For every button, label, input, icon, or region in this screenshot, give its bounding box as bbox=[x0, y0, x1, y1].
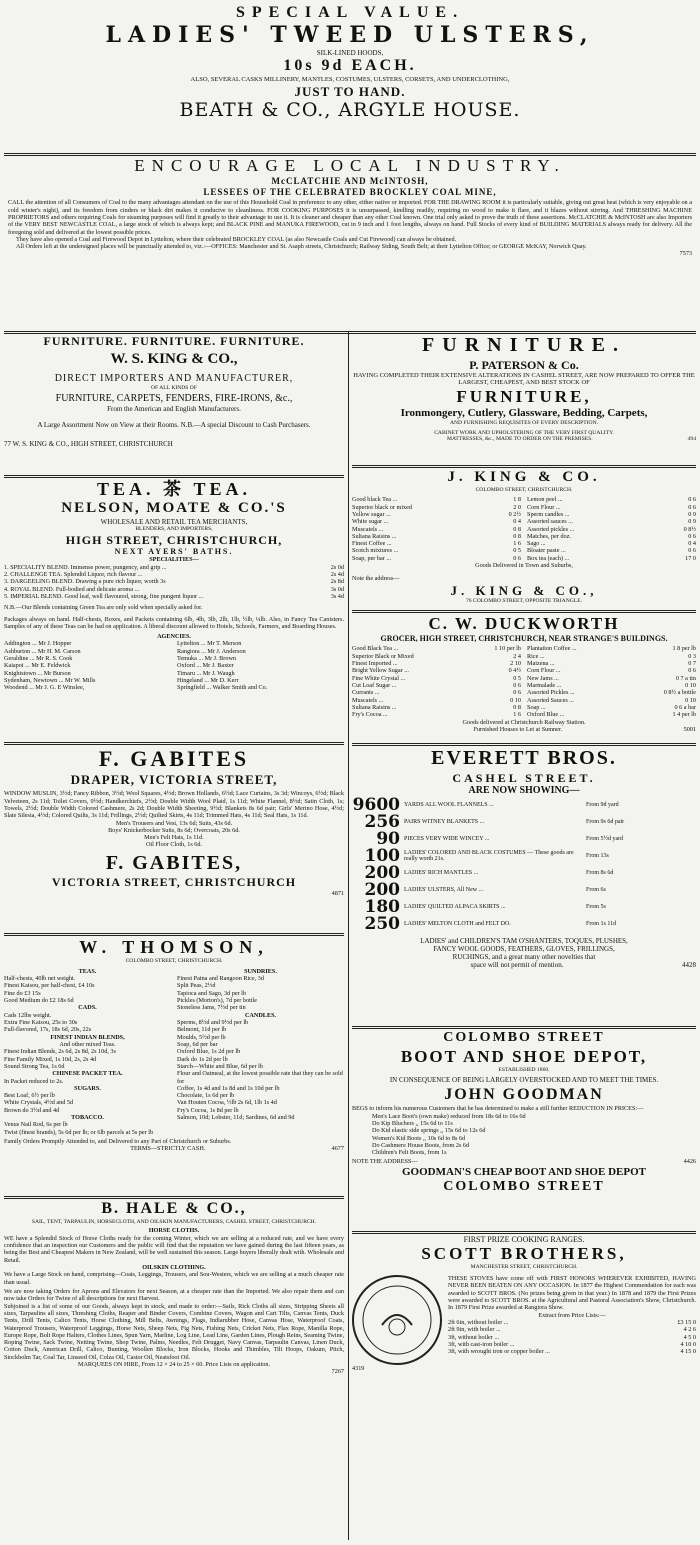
everett-advert bbox=[352, 747, 696, 1025]
list-item: Children's Felt Boots, from 1s bbox=[372, 1149, 447, 1157]
paterson-p1: HAVING COMPLETED THEIR EXTENSIVE ALTERATIONS IN CASHEL STREET, ARE NOW PREPARED TO OFFER THE LARGEST, CHEAPEST, AND BEST STOCK OF bbox=[353, 371, 695, 387]
price-row: Yellow sugar ... 0 2½ bbox=[352, 510, 521, 518]
tea-name: NELSON, MOATE & CO.'S bbox=[61, 500, 287, 517]
paterson-furniture: FURNITURE, bbox=[456, 387, 592, 407]
price-row: Marmalade ... 0 10 bbox=[527, 682, 696, 690]
tea-item: 2. CHALLENGE TEA. Splendid Liquor, rich flavour ... 2s 4d bbox=[4, 570, 344, 578]
beath-line4: 10s 9d EACH. bbox=[283, 57, 417, 75]
list-heading: SUGARS. bbox=[74, 1084, 101, 1092]
thomson-sub: COLOMBO STREET, CHRISTCHURCH. bbox=[125, 958, 223, 965]
tea-item: 4. ROYAL BLEND. Full-bodied and delicate aroma ... 3s 0d bbox=[4, 585, 344, 593]
thomson-lists bbox=[4, 968, 344, 1136]
agent: Addington ... Mr J. Hopper bbox=[4, 640, 72, 648]
agent: Rangiora ... Mr J. Anderson bbox=[177, 647, 246, 655]
agent: Oxford ... Mr J. Baxter bbox=[177, 662, 234, 670]
price-row: Currants ... 0 6 bbox=[352, 689, 521, 697]
coal-body2: They have also opened a Coal and Firewood Depot in Lyttelton, where their celebrated BROCKLEY COAL (as also Newcastle Coals and Cut Firewood) can always be obtained. bbox=[16, 235, 457, 243]
king-name: W. S. KING & CO., bbox=[110, 351, 238, 368]
price-row: Oxford Blue ... 1 4 per lb bbox=[527, 711, 696, 719]
beath-advert bbox=[0, 0, 700, 154]
list-heading: CANDLES. bbox=[244, 1011, 277, 1019]
list-item: Do Kid elastic side springs ,, 15s 6d to 12s 6d bbox=[372, 1127, 486, 1135]
list-heading: TOBACCO. bbox=[71, 1114, 104, 1122]
list-item: Sound Strong Tea, 1s 6d bbox=[4, 1062, 65, 1070]
paterson-number: 494 bbox=[687, 436, 696, 443]
jking-sub: COLOMBO STREET, CHRISTCHURCH. bbox=[475, 486, 573, 493]
divider bbox=[352, 465, 696, 468]
gabites-sub: DRAPER, VICTORIA STREET, bbox=[70, 771, 278, 787]
tea-item: 5. IMPERIAL BLEND. Good leaf, well flavoured, strong, fine pungent liquor ... 3s 4d bbox=[4, 592, 344, 600]
everett-item: 256 PAIRS WITNEY BLANKETS ... From 9s 6d pair bbox=[364, 811, 625, 832]
hale-sub: SAIL, TENT, TARPAULIN, HORSECLOTH, AND OILSKIN MANUFACTURERS, CASHEL STREET, CHRISTCHURCH. bbox=[31, 1218, 317, 1225]
gabites-footer1: F. GABITES, bbox=[105, 851, 243, 874]
price-row: White sugar ... 0 4 bbox=[352, 518, 521, 526]
list-heading: CHINESE PACKET TEA. bbox=[52, 1070, 123, 1078]
duckworth-number: 5001 bbox=[683, 725, 696, 733]
tea-specialities: SPECIALITIES— bbox=[149, 556, 199, 564]
price-row: Fine White Crystal ... 0 5 bbox=[352, 674, 521, 682]
list-item: Oxford Blue, 1s 2d per lb bbox=[177, 1048, 241, 1056]
tea-agents bbox=[4, 640, 344, 691]
everett-footer1: LADIES' and CHILDREN'S TAM O'SHANTERS, TOQUES, PLUSHES, bbox=[420, 936, 628, 945]
tea-line3: HIGH STREET, CHRISTCHURCH, bbox=[65, 532, 283, 547]
price-row: Corn Flour ... 0 6 bbox=[527, 667, 696, 675]
duckworth-advert bbox=[352, 614, 696, 742]
jking-delivery: Goods Delivered in Town and Suburbs, bbox=[475, 562, 573, 570]
jking-footer: J. KING & CO., bbox=[450, 582, 598, 598]
colombo-advert bbox=[352, 1030, 696, 1230]
seal-ring-icon bbox=[352, 1275, 442, 1365]
price-row: Superior black or mixed 2 0 bbox=[352, 503, 521, 511]
coal-advert bbox=[0, 156, 700, 326]
list-item: Men's Lace Boot's (own make) reduced from 18s 6d to 16s 6d bbox=[372, 1112, 526, 1120]
price-row: 2ft 6in, without boiler ... £3 15 0 bbox=[448, 1318, 696, 1326]
tea-nb: N.B.—Our Blends containing Green Tea are only sold when specially asked for. bbox=[4, 604, 203, 612]
agent: Temuka ... Mr J. Brown bbox=[177, 655, 237, 663]
price-row: Good Black Tea ... 1 10 per lb bbox=[352, 645, 521, 653]
list-item: Belmont, 11d per lb bbox=[177, 1026, 227, 1034]
jking-right bbox=[527, 496, 696, 562]
agent: Geraldine ... Mr R. S. Cook bbox=[4, 655, 73, 663]
coal-firm: McCLATCHIE AND McINTOSH, bbox=[271, 176, 429, 187]
agent: Springfield ... Walker Smith and Co. bbox=[177, 684, 268, 692]
list-item: Full-flavored, 17s, 18s 6d, 20s, 22s bbox=[4, 1026, 92, 1034]
list-item: Moulds, 5½d per lb bbox=[177, 1033, 226, 1041]
price-row: Assorted sauces ... 0 9 bbox=[527, 518, 696, 526]
price-row: Assorted Pickles ... 0 8½ a bottle bbox=[527, 689, 696, 697]
agent: Lyttelton ... Mr T. Merson bbox=[177, 640, 242, 648]
agent: Timaru ... Mr J. Waugh bbox=[177, 669, 235, 677]
right-column bbox=[352, 334, 696, 1445]
price-row: 3ft, with cast-iron boiler ... 4 10 0 bbox=[448, 1340, 696, 1348]
list-item: Stoneless Jams, 7½d per tin bbox=[177, 1004, 246, 1012]
list-item: Tapioca and Sago, 3d per lb bbox=[177, 989, 246, 997]
divider bbox=[352, 1231, 696, 1234]
duckworth-prices bbox=[352, 645, 696, 718]
colombo-footer1: GOODMAN'S CHEAP BOOT AND SHOE DEPOT bbox=[402, 1165, 646, 1178]
price-row: Box tea (each) ... 17 0 bbox=[527, 554, 696, 562]
list-item: White Crystals, 4½d and 5d bbox=[4, 1099, 74, 1107]
price-row: Assorted pickles ... 0 8½ bbox=[527, 525, 696, 533]
list-item: Fine do £3 15s bbox=[4, 989, 41, 997]
king-line3: FURNITURE, CARPETS, FENDERS, FIRE-IRONS, &c., bbox=[55, 393, 293, 405]
colombo-p1: IN CONSEQUENCE OF BEING LARGELY OVERSTOCKED AND TO MEET THE TIMES. bbox=[389, 1076, 659, 1085]
divider bbox=[352, 1026, 696, 1029]
duckworth-sub: GROCER, HIGH STREET, CHRISTCHURCH, NEAR STRANGE'S BUILDINGS. bbox=[380, 634, 668, 644]
king-line2: OF ALL KINDS OF bbox=[151, 384, 197, 391]
colombo-number: 4426 bbox=[683, 1158, 696, 1166]
thomson-number: 4677 bbox=[331, 1145, 344, 1153]
coal-lessees: LESSEES OF THE CELEBRATED BROCKLEY COAL MINE, bbox=[203, 186, 497, 197]
scott-body bbox=[352, 1275, 696, 1365]
thomson-terms-row bbox=[4, 1145, 344, 1152]
gabites-line4: Men's Felt Hats, 1s 11d. bbox=[144, 834, 204, 842]
paterson-l1: AND FURNISHING REQUISITES OF EVERY DESCRIPTION. bbox=[449, 420, 599, 427]
beath-line3: SILK-LINED HOODS, bbox=[316, 48, 384, 57]
hale-p2: We have a Large Stock on hand, comprising—Coats, Leggings, Trousers, and Sou-Westers, which we are selling at a much cheaper rate than usual. bbox=[4, 1271, 344, 1286]
list-item: Cads 12lbs weight. bbox=[4, 1011, 52, 1019]
thomson-footer: Family Orders Promptly Attended to, and Delivered to any Part of Christchurch or Suburbs. bbox=[4, 1138, 232, 1146]
price-row: 2ft 9in, with boiler ... 4 2 6 bbox=[448, 1326, 696, 1334]
gabites-headline: F. GABITES bbox=[98, 746, 250, 771]
colombo-note: NOTE THE ADDRESS— bbox=[352, 1158, 418, 1166]
divider bbox=[352, 743, 696, 746]
price-row: New Jams ... 0 7 a tin bbox=[527, 674, 696, 682]
list-item: Split Peas, 2½d bbox=[177, 982, 216, 990]
list-item: Chocolate, 1s 6d per lb bbox=[177, 1092, 235, 1100]
price-row: Soap ... 0 6 a bar bbox=[527, 703, 696, 711]
list-item: Coffee, 1s 4d and 1s 8d and 1s 10d per lb bbox=[177, 1084, 280, 1092]
duckworth-footer: Furnished Houses to Let at Sumner. bbox=[473, 725, 563, 733]
thomson-advert bbox=[4, 937, 344, 1195]
coal-body3: All Orders left at the undersigned places will be punctually attended to, viz.:—OFFICES: Manchester and St. Asaph streets, Christchurch; Railway Siding, South Belt; at their Lyttelton Office; or GEORGE McKAY, Norwich Quay. bbox=[16, 243, 587, 251]
list-item: Fine Family Mixed, 1s 10d, 2s, 2s 4d bbox=[4, 1055, 97, 1063]
everett-footer4: space will not permit of mention. bbox=[470, 961, 564, 970]
colombo-p2: BEGS to inform his numerous Customers that he has determined to make a still further REDUCTION IN PRICES:— bbox=[352, 1105, 644, 1113]
price-row: Maizena ... 0 7 bbox=[527, 660, 696, 668]
beath-line6: JUST TO HAND. bbox=[294, 83, 406, 99]
price-row: Cut Loaf Sugar ... 0 6 bbox=[352, 682, 521, 690]
list-item: Women's Kid Boots ,, 10s 6d to 8s 6d bbox=[372, 1134, 466, 1142]
agent: Woodend ... Mr J. G. E Winslee, bbox=[4, 684, 85, 692]
gabites-footer2: VICTORIA STREET, CHRISTCHURCH bbox=[51, 875, 297, 890]
everett-item: 250 LADIES' MELTON CLOTH and FELT DO. From 1s 11d bbox=[364, 913, 617, 934]
hale-number: 7267 bbox=[331, 1368, 344, 1376]
price-row: Assorted Sauces ... 0 10 bbox=[527, 696, 696, 704]
paterson-goods: Ironmongery, Cutlery, Glassware, Bedding, Carpets, bbox=[400, 407, 648, 420]
thomson-left bbox=[4, 968, 171, 1136]
gabites-line3: Boys' Knickerbocker Suits, 8s 6d; Overcoats, 20s 6d. bbox=[108, 826, 240, 834]
tea-line1: WHOLESALE AND RETAIL TEA MERCHANTS, bbox=[100, 517, 248, 526]
coal-body: CALL the attention of all Consumers of Coal to the many advantages attendant on the use of this Household Coal in preference to any other, either native or imported. FOR THE DRAWING ROOM it is particularly suitable, giving out great heat (which is very enjoyable on a cold winter's night), and its freedom from cinders or black dirt makes it conducive to cleanliness. FOR COOKING PURPOSES it is unsurpassed, kindling readily, requiring no wood to make it flare, and it blazes without stirring. And THRESHING MACHINE PROPRIETORS and others requiring Coals for steaming purposes will find it greatly to their advantage to use it. It is cleaner and cheaper than any other Coal known. One trial only asked to prove the truth of these assertions. McCLATCHIE & McINTOSH are also Importers of the VERY BEST NEWCASTLE COAL, a large stock of which is always kept; and BLACK PINE and MANUKA FIREWOOD, cut in 9 inch and 1 foot lengths, always on hand. Full Stocks of every kind of BUILDING MATERIALS always ready for delivery. All the foregoing sold and delivered at the lowest possible prices. bbox=[8, 199, 692, 236]
jking-advert bbox=[352, 469, 696, 609]
scott-sub: MANCHESTER STREET, CHRISTCHURCH. bbox=[470, 1264, 578, 1271]
jking-left bbox=[352, 496, 521, 562]
list-item: Best Loaf, 6½ per lb bbox=[4, 1092, 55, 1100]
list-item: Starch—White and Blue, 6d per lb bbox=[177, 1062, 263, 1070]
hale-oilskin: OILSKIN CLOTHING. bbox=[142, 1264, 206, 1272]
king-line1: DIRECT IMPORTERS AND MANUFACTURER, bbox=[54, 372, 294, 384]
list-item: Venus Nail Rod, 6s per lb bbox=[4, 1121, 68, 1129]
coal-number: 7573 bbox=[679, 250, 692, 258]
beath-line1: SPECIAL VALUE. bbox=[235, 4, 465, 21]
list-heading: CADS. bbox=[78, 1004, 97, 1012]
everett-item: 100 LADIES' COLORED AND BLACK COSTUMES — These goods are really worth 21s. From 13s bbox=[364, 845, 609, 866]
king-line5: A Large Assortment Now on View at their Rooms. N.B.—A special Discount to Cash Purchasers. bbox=[37, 421, 311, 430]
scott-advert bbox=[352, 1235, 696, 1445]
price-row: Sperm candles ... 0 9 bbox=[527, 510, 696, 518]
thomson-right bbox=[177, 968, 344, 1136]
scott-extract: Extract from Price Lists:— bbox=[538, 1311, 606, 1319]
list-item: Soap, 6d per bar bbox=[177, 1040, 218, 1048]
hale-advert bbox=[4, 1200, 344, 1500]
colombo-list bbox=[352, 1113, 696, 1157]
price-row: Good black Tea ... 1 8 bbox=[352, 496, 521, 504]
list-item: Good Medium do £2 18s 6d bbox=[4, 997, 74, 1005]
list-item: Do Kip Bluchers ,, 15s 6d to 11s bbox=[372, 1119, 453, 1127]
hale-p4: Subjoined is a list of some of our Goods, always kept in stock, and made to order:—Sails, Rick Cloths all sizes, Stripping Sheets all sizes, Tarpaulins all sizes, Threshing Cloths, Reaper and Binder Covers, Combine Covers, Wagon and Cart Tilts, Canvas Tents, Duck Tents, Drill Tents, Calico Tents, Horse Clothing, Mill Belts, Awnings, Flags, Indiarubber Hose, Canvas Hose, Waterproof Coats, Waterproof Trousers, Waterproof Leggings, Horse Nets, Sheep Nets, Fig Nets, Fishing Nets, Cricket Nets, Flax Rope, Manilla Rope, Europe Rope, Bolt Rope Halters, Clothes Lines, Spun Yarn, Marline, Log Line, Lead Line, Garden Lines, Plough Reins, Seaming Twine, Roping Twine, Sack Twine, Netting Twine, Shop Twine, Palms, Needles, Felt Drugget, Navy Canvas, Tarpaulin Canvas, Linen Duck, Cotton Duck, American Drill, Calico, Bunting, Woollen Blocks, Iron Blocks, Hooks and Thimbles, Tilt Hoops, Oakum, Pitch, Stockholm Tar, Coal Tar, Linseed Oil, Colza Oil, Castor Oil, Neatsfoot Oil. bbox=[4, 1302, 344, 1361]
agent: Hingeland ... Mr D. Kerr bbox=[177, 677, 239, 685]
everett-item: 180 LADIES' QUILTED ALPACA SKIRTS ... From 5s bbox=[364, 896, 606, 917]
price-row: Scotch mixtures ... 0 5 bbox=[352, 547, 521, 555]
beath-line7: BEATH & CO., ARGYLE HOUSE. bbox=[179, 98, 521, 121]
price-row: Bright Yellow Sugar ... 0 4½ bbox=[352, 667, 521, 675]
list-item: Half-chests, 40lb net weight. bbox=[4, 975, 76, 983]
list-item: Van Houten Cocoa, ½lb 2s 6d, 1lb 1s 4d bbox=[177, 1099, 277, 1107]
list-item: Dark do 1s 2d per lb bbox=[177, 1055, 228, 1063]
price-row: Lemon peel ... 0 6 bbox=[527, 496, 696, 504]
paterson-l3: MATTRESSES, &c., MADE TO ORDER ON THE PREMISES. bbox=[447, 436, 593, 443]
list-item: Finest Indian Blends, 2s 6d, 2s 8d, 2s 10d, 3s bbox=[4, 1048, 116, 1056]
duckworth-delivery: Goods delivered at Christchurch Railway Station. bbox=[462, 718, 586, 726]
jking-prices bbox=[352, 496, 696, 562]
thomson-teas-heading: TEAS. bbox=[78, 967, 97, 975]
king-line4: From the American and English Manufacturers. bbox=[107, 405, 241, 414]
everett-item: 9600 YARDS ALL WOOL FLANNELS ... From 9d yard bbox=[352, 794, 619, 815]
tea-item: 3. DARGEELING BLEND. Drawing a pure rich liquor, worth 3s 2s 8d bbox=[4, 578, 344, 586]
tea-item: 1. SPECIALITY BLEND. Immense power, pungency, and grip ... 2s 0d bbox=[4, 563, 344, 571]
everett-headline: EVERETT BROS. bbox=[431, 747, 617, 769]
scott-headline: SCOTT BROTHERS, bbox=[421, 1244, 627, 1264]
king-line6: 77 W. S. KING & CO., HIGH STREET, CHRISTCHURCH bbox=[4, 439, 173, 448]
hale-p3: We are now taking Orders for Aprons and Elevators for next Season, at a cheaper rate than the Imported. We also repair them and can now take Orders for Twine of all descriptions for next Harvest. bbox=[4, 1287, 344, 1303]
thomson-sundries-heading: SUNDRIES. bbox=[244, 967, 277, 975]
list-item: Do Cashmere House Boots, from 2s 6d bbox=[372, 1141, 470, 1149]
price-row: Sultana Raisins ... 0 8 bbox=[352, 532, 521, 540]
king-advert bbox=[4, 334, 344, 474]
duckworth-right bbox=[527, 645, 696, 718]
divider bbox=[4, 475, 344, 478]
price-row: Muscatels ... 0 8 bbox=[352, 525, 521, 533]
everett-item: 90 PIECES VERY WIDE WINCEY ... From 5½d yard bbox=[376, 828, 624, 849]
price-row: 3ft, without boiler ... 4 5 0 bbox=[448, 1333, 696, 1341]
gabites-number: 4871 bbox=[331, 889, 344, 897]
thomson-headline: W. THOMSON, bbox=[79, 937, 269, 957]
divider bbox=[4, 933, 344, 936]
everett-item: 200 LADIES' RICH MANTLES ... From 8s 6d bbox=[364, 862, 614, 883]
list-item: Extra Fine Kaisou, 25s to 30s bbox=[4, 1019, 78, 1027]
everett-showing: ARE NOW SHOWING— bbox=[468, 784, 580, 796]
column-divider bbox=[348, 332, 349, 1540]
everett-item: 200 LADIES' ULSTERS, All New ... From 6s bbox=[364, 879, 606, 900]
agent: Sydenham, Newtown ... Mr W. Mills bbox=[4, 677, 96, 685]
list-item: Sperms, 8½d and 9½d per lb bbox=[177, 1019, 249, 1027]
agent: Knightstown ... Mr Burson bbox=[4, 669, 71, 677]
gabites-line2: Men's Trousers and Vest, 13s 6d; Suits, 43s 6d. bbox=[115, 819, 233, 827]
jking-headline: J. KING & CO. bbox=[447, 469, 601, 485]
paterson-headline: FURNITURE. bbox=[422, 334, 626, 356]
price-row: Soap, per bar ... 0 6 bbox=[352, 554, 521, 562]
everett-number: 4428 bbox=[682, 961, 696, 970]
tea-agencies-heading: AGENCIES. bbox=[157, 633, 191, 641]
list-item: Brown do 3½d and 4d bbox=[4, 1106, 60, 1114]
price-row: Corn Flour ... 0 6 bbox=[527, 503, 696, 511]
paterson-name: P. PATERSON & Co. bbox=[469, 357, 579, 372]
list-item: Salmon, 10d; Lobster, 11d; Sardines, 6d and 9d bbox=[177, 1114, 295, 1122]
gabites-line5: Oil Floor Cloth, 1s 6d. bbox=[145, 841, 203, 849]
divider bbox=[352, 610, 696, 613]
duckworth-left bbox=[352, 645, 521, 718]
everett-footer2: FANCY WOOL GOODS, FEATHERS, GLOVES, FRILLINGS, bbox=[433, 944, 615, 953]
list-item: Fry's Cocoa, 1s 8d per lb bbox=[177, 1106, 239, 1114]
gabites-body: WINDOW MUSLIN, 3½d; Fancy Ribbon, 3½d; Wool Squares, 4½d; Brown Hollands, 6½d; Lace Curtains, 3s 3d; Wincoys, 6½d; Black Velveteen, 2s 11d; Toilet Covers, 9½d; Handkerchiefs, 2½d; Double Width Wool Plaid, 1s 11d; White Flannel, 8½d; Satin Cloth, 1s; Towels, 2½d; Double Width Colored Cashmere, 2s 2d; Double Width Sheeting, 9½d; Blankets 8s 6d pair; Girls' Merino Hose, 4½d; Slate Silesia, 4½d; Colored Quilts, 3s 11d; Frillings, 2½d; Quilted Skirts, 4s 11d; Trimmed Hats, 4s 11d; Seal Hats, 1s 11d. bbox=[4, 790, 344, 820]
scott-number: 4319 bbox=[352, 1365, 365, 1373]
agent: Kaiapoi ... Mr E. Feldwick bbox=[4, 662, 71, 670]
list-item: Twist (finest brands), 5s 6d per lb; or 6lb parcels at 5s per lb bbox=[4, 1128, 154, 1136]
jking-footer2: 76 COLOMBO STREET, OPPOSITE TRIANGLE. bbox=[465, 598, 583, 605]
left-column bbox=[4, 334, 344, 1500]
colombo-footer2: COLOMBO STREET bbox=[443, 1178, 605, 1194]
price-row: 3ft, with wrought iron or copper boiler ... 4 15 0 bbox=[448, 1348, 696, 1356]
price-row: Sago ... 0 4 bbox=[527, 540, 696, 548]
colombo-name: JOHN GOODMAN bbox=[444, 1086, 604, 1104]
hale-marquees: MARQUEES ON HIRE, From 12 × 24 to 25 × 60. Price Lists on application. bbox=[77, 1361, 271, 1369]
king-headline: FURNITURE. FURNITURE. FURNITURE. bbox=[43, 334, 305, 348]
tea-line4: NEXT AYERS' BATHS. bbox=[114, 546, 234, 556]
price-row: Bloater paste ... 0 6 bbox=[527, 547, 696, 555]
price-row: Finest Imported ... 2 10 bbox=[352, 660, 521, 668]
list-heading: FINEST INDIAN BLENDS, bbox=[50, 1033, 125, 1041]
colombo-established: ESTABLISHED 1860. bbox=[498, 1066, 550, 1073]
colombo-headline: COLOMBO STREET bbox=[443, 1030, 605, 1045]
tea-line2: BLENDERS, AND IMPORTERS, bbox=[135, 526, 213, 533]
list-item: And other mixed Teas. bbox=[59, 1040, 116, 1048]
price-row: Matches, per doz. 0 6 bbox=[527, 532, 696, 540]
scott-text bbox=[448, 1275, 696, 1365]
beath-line5: ALSO, SEVERAL CASKS MILLINERY, MANTLES, COSTUMES, ULSTERS, CORSETS, AND UNDERCLOTHING, bbox=[190, 75, 510, 83]
price-row: Plantation Coffee ... 1 8 per lb bbox=[527, 645, 696, 653]
price-row: Muscatels ... 0 10 bbox=[352, 696, 521, 704]
price-row: Fry's Cocoa ... 1 6 bbox=[352, 711, 521, 719]
hale-p1: WE have a Splendid Stock of Horse Cloths ready for the coming Winter, which we are selling at a reduced rate, and we have every confidence that an inspection our Customers and the public will find that the reputation we have gained during the last fifteen years, as being the Best and Cheapest Makers in New Zealand, will be well sustained this season. Large buyers liberally dealt with. Wholesale and Retail. bbox=[4, 1234, 344, 1264]
scott-paragraph: THESE STOVES have come off with FIRST HONORS WHEREVER EXHIBITED, HAVING NEVER BEEN BEATEN ON ANY OCCASION. In 1877 the Highest Commendation for each was awarded to SCOTT BROS. (No prizes being given in that year.) In 1878 and 1879 the First Prizes were awarded to SCOTT BROS. at the Agricultural and Pastoral Association's Show, Christchurch. In 1879 First Prize awarded at Rangiora Show. bbox=[448, 1275, 696, 1312]
paterson-l2: CABINET WORK AND UPHOLSTERING OF THE VERY FIRST QUALITY. bbox=[434, 429, 614, 436]
paterson-advert bbox=[352, 334, 696, 464]
divider bbox=[4, 1196, 344, 1199]
gabites-advert bbox=[4, 746, 344, 932]
jking-note: Note the address— bbox=[352, 575, 400, 583]
tea-advert bbox=[4, 479, 344, 741]
coal-headline: ENCOURAGE LOCAL INDUSTRY. bbox=[134, 156, 566, 175]
divider bbox=[4, 742, 344, 745]
list-item: Finest Patna and Rangoon Rice, 3d bbox=[177, 975, 264, 983]
list-item: Finest Kaisou, per half-chest, £4 10s bbox=[4, 982, 95, 990]
colombo-headline2: BOOT AND SHOE DEPOT, bbox=[400, 1046, 648, 1066]
thomson-terms: TERMS—STRICTLY CASH. bbox=[130, 1145, 206, 1153]
everett-sub: CASHEL STREET. bbox=[452, 770, 596, 785]
duckworth-headline: C. W. DUCKWORTH bbox=[428, 614, 620, 633]
list-item: In Packet reduced to 2s. bbox=[4, 1077, 64, 1085]
agent: Ashburton ... Mr H. M. Carson bbox=[4, 647, 81, 655]
price-row: Superior Black or Mixed 2 4 bbox=[352, 652, 521, 660]
price-row: Finest Coffee ... 1 6 bbox=[352, 540, 521, 548]
tea-headline: TEA. 茶 TEA. bbox=[96, 479, 252, 499]
association-seal-icon bbox=[352, 1275, 442, 1365]
everett-footer3: RUCHINGS, and a great many other novelties that bbox=[452, 953, 596, 962]
tea-packages: Packages always on hand. Half-chests, Boxes, and Packets containing 6lb, 4lb, 3lb, 2lb, 1lb, ½lb, ¼lb. Also, in Fancy Tea Canisters. Samples of any of these Teas can be had on application. A liberal discount allowed to Hotels, Schools, Farmers, and Boarding Houses. bbox=[4, 615, 344, 630]
beath-line2: LADIES' TWEED ULSTERS, bbox=[105, 21, 595, 48]
list-item: Flour and Oatmeal, at the lowest possible rate that they can be sold for bbox=[177, 1070, 343, 1085]
hale-horse-cloths: HORSE CLOTHS. bbox=[148, 1227, 200, 1235]
price-row: Rice ... 0 3 bbox=[527, 652, 696, 660]
hale-headline: B. HALE & CO., bbox=[101, 1200, 247, 1217]
list-item: Pickles (Morton's), 7d per bottle bbox=[177, 997, 257, 1005]
price-row: Sultana Raisins ... 0 8 bbox=[352, 703, 521, 711]
scott-top: FIRST PRIZE COOKING RANGES. bbox=[463, 1235, 585, 1244]
